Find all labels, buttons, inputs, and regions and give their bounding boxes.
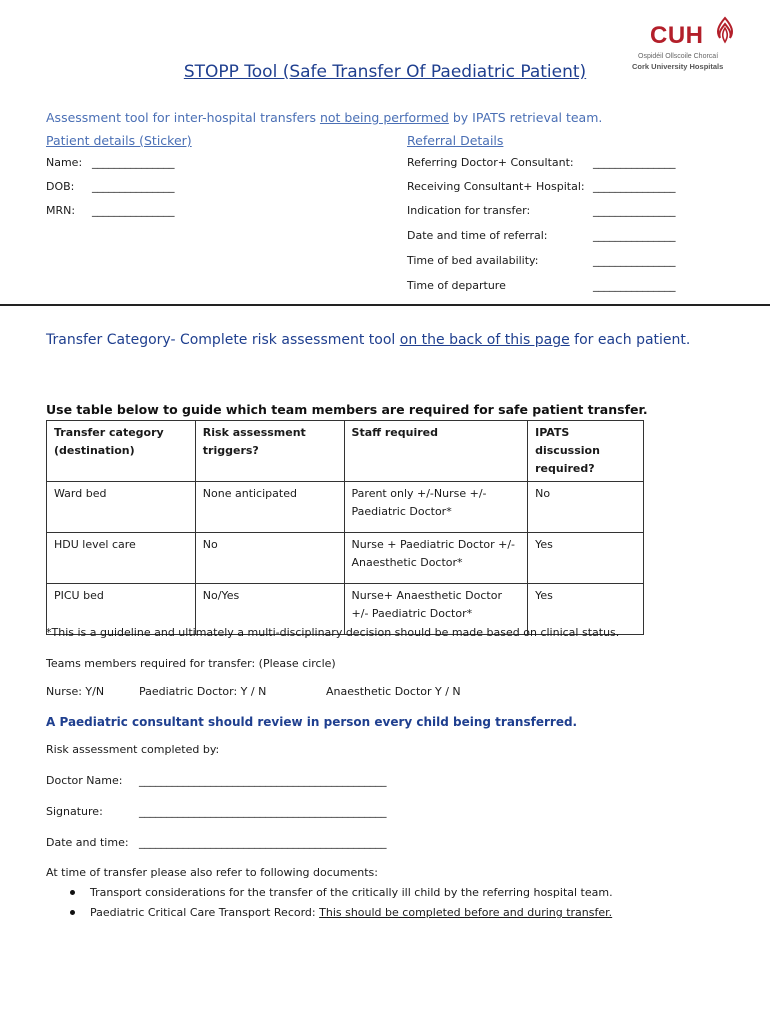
table-cell: No xyxy=(528,482,644,533)
departure-label: Time of departure xyxy=(407,279,506,292)
referral-date-label: Date and time of referral: xyxy=(407,229,548,242)
patient-name-field[interactable]: _______________ xyxy=(92,156,175,169)
teams-required-text: Teams members required for transfer: (Please circle) xyxy=(46,657,336,670)
table-cell: Nurse + Paediatric Doctor +/- Anaesthetic Doctor* xyxy=(344,533,528,584)
table-cell: PICU bed xyxy=(47,584,196,635)
patient-mrn-label: MRN: xyxy=(46,204,76,217)
bed-availability-label: Time of bed availability: xyxy=(407,254,539,267)
doctor-name-label: Doctor Name: xyxy=(46,774,123,787)
date-time-label: Date and time: xyxy=(46,836,129,849)
patient-dob-field[interactable]: _______________ xyxy=(92,180,175,193)
patient-dob-label: DOB: xyxy=(46,180,75,193)
transfer-category-heading: Transfer Category- Complete risk assessment tool on the back of this page for each patient. xyxy=(46,332,691,348)
completed-by-label: Risk assessment completed by: xyxy=(46,743,220,756)
consultant-review-note: A Paediatric consultant should review in person every child being transferred. xyxy=(46,715,578,729)
bullet-item: Transport considerations for the transfer of the critically ill child by the referring hospital team. xyxy=(70,886,613,899)
referral-date-field[interactable]: _______________ xyxy=(593,229,676,242)
guideline-note: *This is a guideline and ultimately a multi-disciplinary decision should be made based on clinical status. xyxy=(46,626,620,639)
patient-name-label: Name: xyxy=(46,156,83,169)
table-header-cell: Transfer category (destination) xyxy=(47,421,196,482)
table-header-row xyxy=(47,421,644,482)
logo-brand: CUH xyxy=(650,22,704,49)
refer-docs-text: At time of transfer please also refer to following documents: xyxy=(46,866,378,879)
table-row xyxy=(47,482,644,533)
transfer-guide-table xyxy=(46,420,644,635)
table-intro: Use table below to guide which team members are required for safe patient transfer. xyxy=(46,402,648,417)
logo-subtitle-irish: Ospidéil Ollscoile Chorcaí xyxy=(638,53,719,60)
table-header-cell: IPATS discussion required? xyxy=(528,421,644,482)
bullet-item: Paediatric Critical Care Transport Record: This should be completed before and during transfer. xyxy=(70,906,612,919)
bullet-icon xyxy=(70,910,75,915)
receiving-consultant-field[interactable]: _______________ xyxy=(593,180,676,193)
receiving-consultant-label: Receiving Consultant+ Hospital: xyxy=(407,180,585,193)
signature-field[interactable]: _____________________________________________ xyxy=(139,805,387,818)
logo-flame-icon xyxy=(712,16,738,50)
departure-field[interactable]: _______________ xyxy=(593,279,676,292)
table-row xyxy=(47,533,644,584)
referral-details-heading: Referral Details xyxy=(407,133,504,148)
logo-subtitle-english: Cork University Hospitals xyxy=(632,62,724,71)
date-time-field[interactable]: _____________________________________________ xyxy=(139,836,387,849)
table-header-cell: Staff required xyxy=(344,421,528,482)
nurse-option[interactable]: Nurse: Y/N xyxy=(46,685,105,698)
referring-doctor-field[interactable]: _______________ xyxy=(593,156,676,169)
page-title: STOPP Tool (Safe Transfer Of Paediatric Patient) xyxy=(183,62,587,82)
table-cell: Parent only +/-Nurse +/- Paediatric Doctor* xyxy=(344,482,528,533)
table-header-cell: Risk assessment triggers? xyxy=(195,421,344,482)
table-cell: Yes xyxy=(528,533,644,584)
indication-field[interactable]: _______________ xyxy=(593,204,676,217)
table-cell: Yes xyxy=(528,584,644,635)
table-cell: No/Yes xyxy=(195,584,344,635)
intro-text: Assessment tool for inter-hospital transfers not being performed by IPATS retrieval team. xyxy=(46,110,603,125)
patient-mrn-field[interactable]: _______________ xyxy=(92,204,175,217)
bed-availability-field[interactable]: _______________ xyxy=(593,254,676,267)
section-divider xyxy=(0,304,770,306)
doctor-name-field[interactable]: _____________________________________________ xyxy=(139,774,387,787)
table-cell: Nurse+ Anaesthetic Doctor +/- Paediatric Doctor* xyxy=(344,584,528,635)
signature-label: Signature: xyxy=(46,805,103,818)
indication-label: Indication for transfer: xyxy=(407,204,531,217)
table-cell: None anticipated xyxy=(195,482,344,533)
table-cell: Ward bed xyxy=(47,482,196,533)
paediatric-doctor-option[interactable]: Paediatric Doctor: Y / N xyxy=(139,685,267,698)
referring-doctor-label: Referring Doctor+ Consultant: xyxy=(407,156,574,169)
patient-details-heading: Patient details (Sticker) xyxy=(46,133,192,148)
table-cell: HDU level care xyxy=(47,533,196,584)
anaesthetic-doctor-option[interactable]: Anaesthetic Doctor Y / N xyxy=(326,685,461,698)
bullet-icon xyxy=(70,890,75,895)
table-cell: No xyxy=(195,533,344,584)
